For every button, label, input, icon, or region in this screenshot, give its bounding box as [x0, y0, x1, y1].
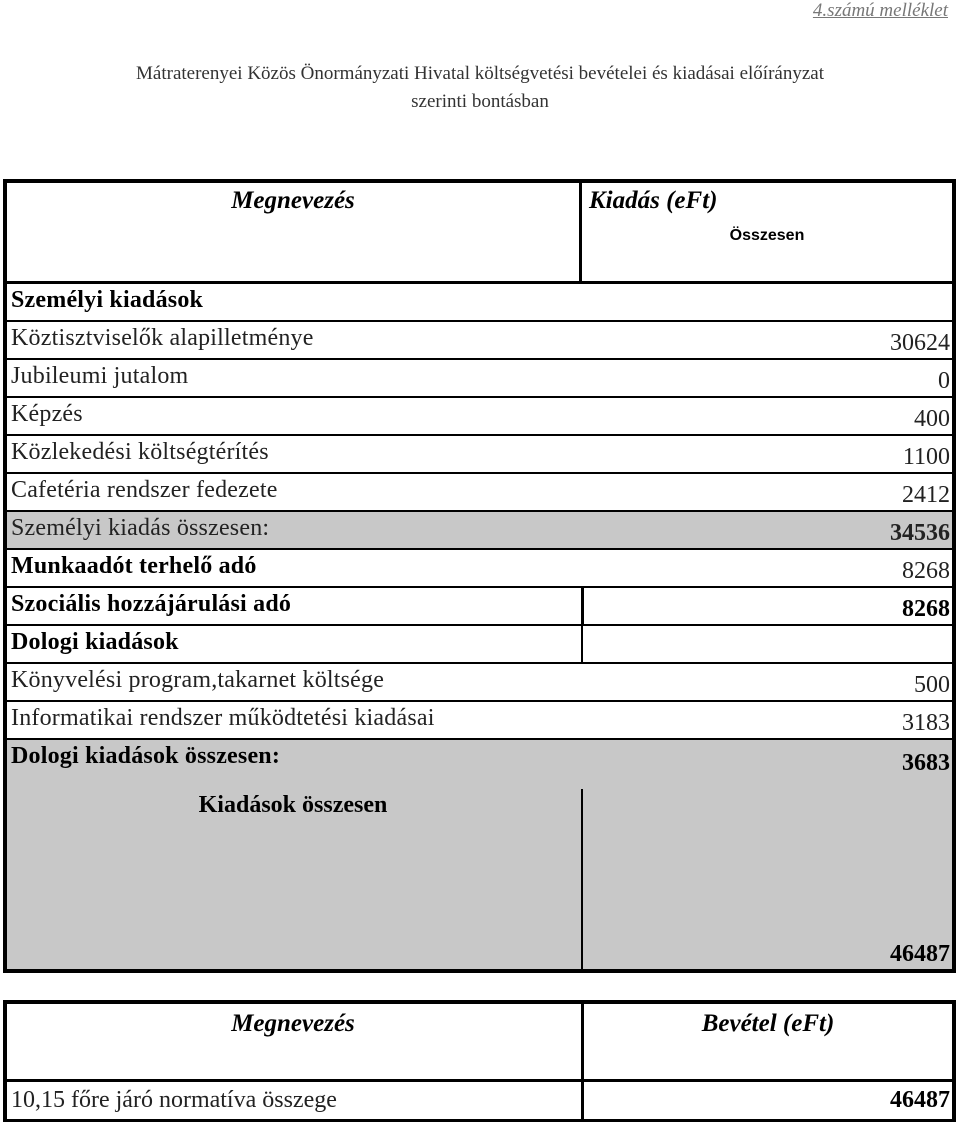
header-expense: Kiadás (eFt) [589, 187, 718, 214]
table-row [7, 436, 952, 474]
header-name: Megnevezés [231, 187, 355, 214]
row-name: Személyi kiadás összesen: [11, 515, 270, 541]
row-name: Jubileumi jutalom [11, 363, 189, 389]
row-value: 34536 [890, 520, 950, 546]
revenue-table [3, 1000, 956, 1122]
title-line-1: Mátraterenyei Közös Önormányzati Hivatal költségvetési bevételei és kiadásai előírányzat [136, 63, 824, 84]
total-value: 46487 [890, 941, 950, 967]
row-value: 0 [938, 368, 950, 394]
table-row [7, 588, 952, 626]
row-name: Köztisztviselők alapilletménye [11, 325, 314, 351]
row-value: 2412 [902, 482, 950, 508]
header-revenue: Bevétel (eFt) [701, 1010, 835, 1037]
table-row [7, 702, 952, 740]
title-line-2: szerinti bontásban [411, 91, 549, 112]
document-title [0, 60, 960, 116]
expense-table [3, 179, 956, 973]
row-value: 400 [914, 406, 950, 432]
row-name: Személyi kiadások [11, 287, 204, 313]
table-row [7, 398, 952, 436]
total-label: Kiadások összesen [198, 792, 388, 818]
row-name: Dologi kiadások [11, 629, 179, 655]
row-name: Cafetéria rendszer fedezete [11, 477, 278, 503]
header-name: Megnevezés [231, 1010, 355, 1037]
row-name: Dologi kiadások összesen: [11, 743, 281, 769]
row-value: 30624 [890, 330, 950, 356]
subtotal-row [7, 740, 952, 789]
table-row [7, 664, 952, 702]
row-value: 3683 [902, 750, 950, 776]
revenue-table-header [7, 1004, 952, 1082]
expense-total-row [7, 789, 952, 969]
row-name: Szociális hozzájárulási adó [11, 591, 292, 617]
expense-table-header [7, 183, 952, 284]
row-value: 1100 [902, 444, 950, 470]
row-value: 8268 [902, 596, 950, 622]
row-value: 8268 [902, 558, 950, 584]
row-name: Képzés [11, 401, 83, 427]
annex-label: 4.számú melléklet [812, 0, 948, 21]
row-name: 10,15 főre járó normatíva összege [11, 1087, 337, 1113]
row-name: Informatikai rendszer működtetési kiadásai [11, 705, 435, 731]
table-row [7, 626, 952, 664]
row-value: 46487 [890, 1087, 950, 1113]
table-row [7, 1082, 952, 1119]
row-name: Könyvelési program,takarnet költsége [11, 667, 385, 693]
row-name: Közlekedési költségtérítés [11, 439, 269, 465]
subtotal-row [7, 512, 952, 550]
row-value: 3183 [902, 710, 950, 736]
table-row [7, 550, 952, 588]
row-name: Munkaadót terhelő adó [11, 553, 257, 579]
row-value: 500 [914, 672, 950, 698]
table-row [7, 474, 952, 512]
table-row [7, 284, 952, 322]
header-total-sub: Összesen [729, 227, 805, 244]
table-row [7, 360, 952, 398]
table-row [7, 322, 952, 360]
